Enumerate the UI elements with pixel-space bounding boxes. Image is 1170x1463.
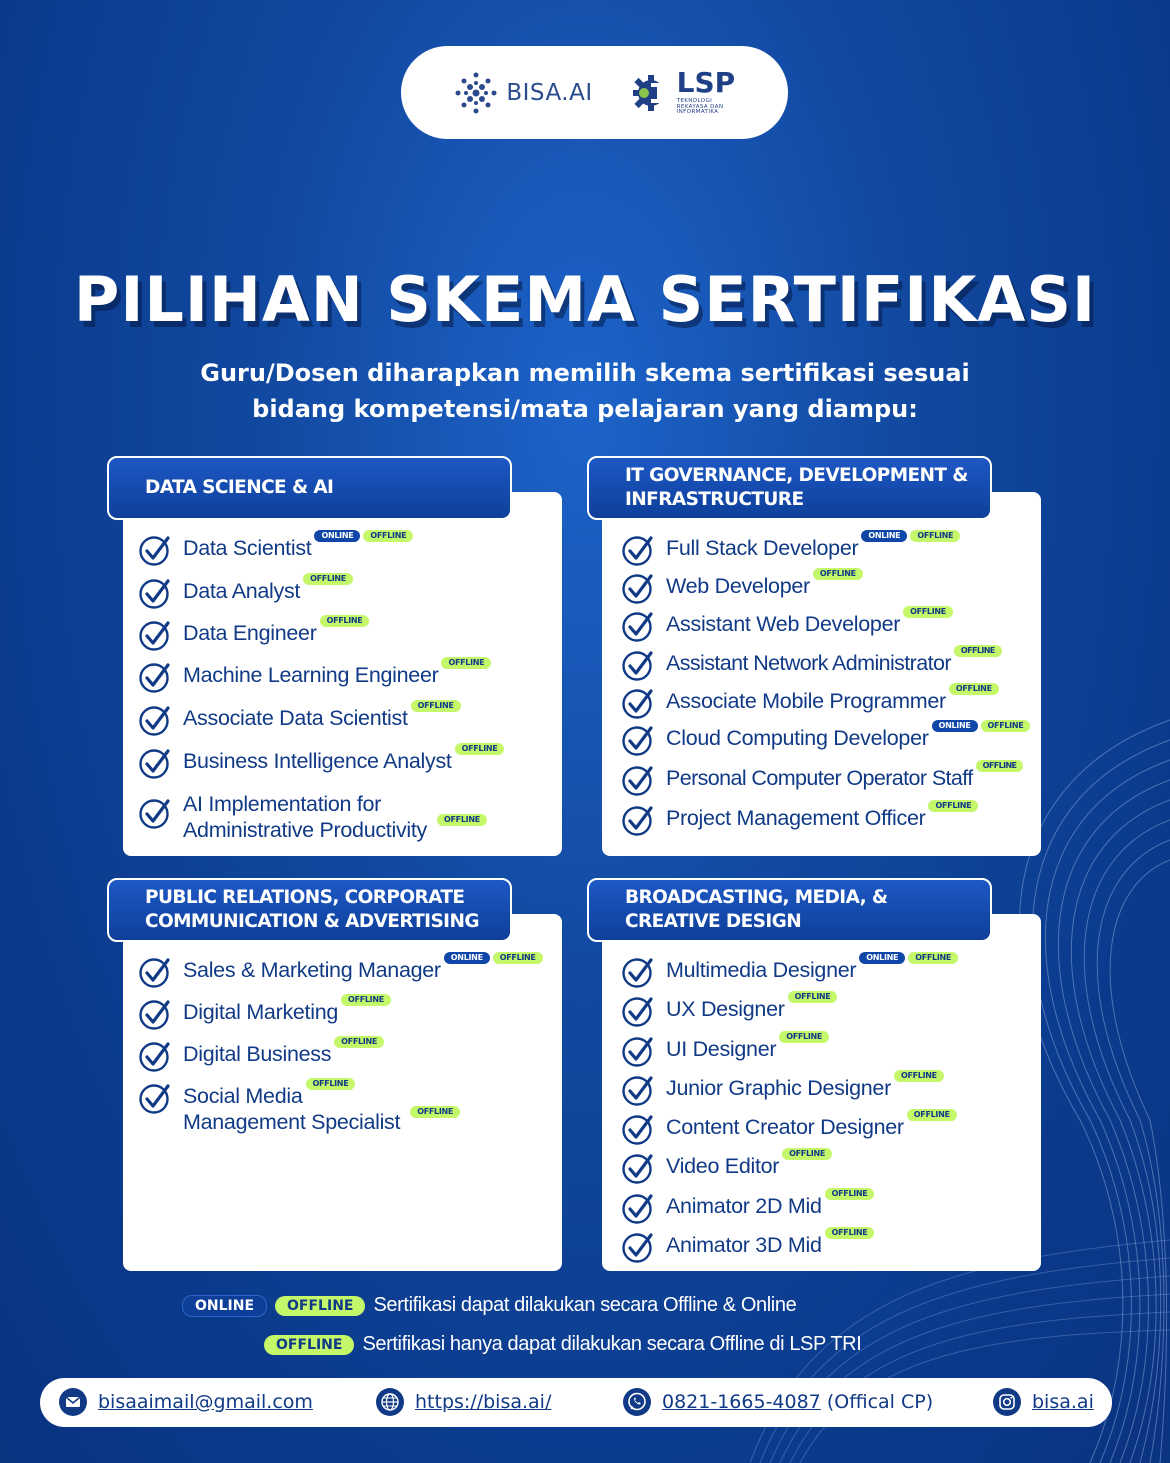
legend-online-tag: ONLINE <box>182 1295 267 1317</box>
item-label: AI Implementation for <box>183 792 382 816</box>
offline-tag: OFFLINE <box>441 657 491 669</box>
check-icon <box>621 609 655 643</box>
offline-tag: OFFLINE <box>306 1078 356 1090</box>
offline-tag: OFFLINE <box>910 530 960 542</box>
card-data-science-list <box>138 531 558 845</box>
item-label: Associate Mobile Programmer <box>666 689 946 713</box>
item-label: Data Engineer <box>183 621 317 645</box>
offline-tag: OFFLINE <box>928 800 978 812</box>
item-label: Data Analyst <box>183 579 301 603</box>
item-label: Video Editor <box>666 1154 780 1178</box>
list-item <box>621 801 1041 845</box>
check-icon <box>621 1112 655 1146</box>
offline-tag: OFFLINE <box>976 760 1024 772</box>
legend-online-offline-text: Sertifikasi dapat dilakukan secara Offline & Online <box>373 1294 797 1316</box>
online-tag: ONLINE <box>932 720 978 732</box>
legend-offline-only <box>264 1333 861 1356</box>
offline-tag: OFFLINE <box>493 952 543 964</box>
item-label: Digital Marketing <box>183 1000 339 1024</box>
list-item <box>621 761 1041 805</box>
category-title-line2: INFRASTRUCTURE <box>625 489 804 510</box>
offline-tag: OFFLINE <box>825 1227 875 1239</box>
offline-tag: OFFLINE <box>908 952 958 964</box>
list-item <box>621 992 1041 1036</box>
category-title-line1: IT GOVERNANCE, DEVELOPMENT & <box>625 465 968 486</box>
footer-website[interactable] <box>375 1387 551 1417</box>
footer-email[interactable] <box>58 1387 313 1417</box>
page-title: PILIHAN SKEMA SERTIFIKASI <box>73 263 1097 336</box>
whatsapp-icon <box>622 1387 652 1417</box>
item-label: Assistant Web Developer <box>666 612 901 636</box>
item-label: Multimedia Designer <box>666 958 857 982</box>
item-label: Project Management Officer <box>666 806 926 830</box>
legend-offline-only-text: Sertifikasi hanya dapat dilakukan secara Offline di LSP TRI <box>362 1333 862 1355</box>
list-item <box>138 1079 562 1137</box>
list-item <box>621 1149 1041 1193</box>
list-item <box>621 569 1041 611</box>
check-icon <box>138 997 172 1031</box>
offline-tag: OFFLINE <box>813 568 863 580</box>
legend-online-offline <box>182 1294 796 1317</box>
page-subtitle <box>0 355 1170 427</box>
check-icon <box>138 796 172 830</box>
list-item <box>621 1071 1041 1114</box>
lsp-gear-icon <box>631 73 671 113</box>
check-icon <box>621 1034 655 1068</box>
bisa-ai-logo-text: BISA.AI <box>506 79 593 106</box>
check-icon <box>138 1081 172 1115</box>
offline-tag: OFFLINE <box>411 700 461 712</box>
check-icon <box>621 571 655 605</box>
item-label: Associate Data Scientist <box>183 706 408 730</box>
list-item <box>138 791 558 845</box>
check-icon <box>621 723 655 757</box>
item-label: Junior Graphic Designer <box>666 1076 891 1100</box>
category-title-line1: BROADCASTING, MEDIA, & <box>625 887 888 908</box>
offline-tag: OFFLINE <box>903 606 953 618</box>
list-item <box>621 721 1041 765</box>
offline-tag: OFFLINE <box>303 573 353 585</box>
card-broadcasting-header <box>587 878 992 942</box>
check-icon <box>621 1073 655 1107</box>
item-label: Social Media <box>183 1084 303 1108</box>
list-item <box>138 744 558 791</box>
contact-footer <box>40 1378 1112 1427</box>
list-item <box>621 1032 1041 1075</box>
card-it-governance-list <box>621 531 1041 845</box>
instagram-icon <box>992 1387 1022 1417</box>
offline-tag: OFFLINE <box>788 991 838 1003</box>
list-item <box>138 701 558 748</box>
bisa-ai-logo-icon <box>452 69 500 117</box>
subtitle-line-2: bidang kompetensi/mata pelajaran yang diampu: <box>252 395 918 423</box>
card-public-relations-list <box>138 953 562 1137</box>
check-icon <box>138 576 172 610</box>
category-title-line1: PUBLIC RELATIONS, CORPORATE <box>145 887 465 908</box>
offline-tag: OFFLINE <box>320 615 370 627</box>
lsp-logo-subtext: TEKNOLOGI REKAYASA DAN INFORMATIKA <box>676 98 724 116</box>
check-icon <box>621 686 655 720</box>
legend-offline-tag: OFFLINE <box>264 1335 354 1355</box>
item-label: UX Designer <box>666 997 785 1021</box>
item-label: Animator 3D Mid <box>666 1233 822 1257</box>
item-label: Assistant Network Administrator <box>666 651 951 675</box>
item-label: Content Creator Designer <box>666 1115 904 1139</box>
logo-bar <box>401 46 788 139</box>
check-icon <box>621 1151 655 1185</box>
offline-tag: OFFLINE <box>894 1070 944 1082</box>
offline-tag: OFFLINE <box>954 645 1002 657</box>
phone-note: (Offical CP) <box>826 1391 934 1413</box>
subtitle-line-1: Guru/Dosen diharapkan memilih skema sertifikasi sesuai <box>200 359 970 387</box>
check-icon <box>138 660 172 694</box>
check-icon <box>621 955 655 989</box>
offline-tag: OFFLINE <box>363 530 413 542</box>
offline-tag: OFFLINE <box>341 994 391 1006</box>
check-icon <box>621 1230 655 1264</box>
check-icon <box>621 1191 655 1225</box>
check-icon <box>621 533 655 567</box>
list-item <box>138 531 558 578</box>
item-label: Web Developer <box>666 574 810 598</box>
offline-tag: OFFLINE <box>825 1188 875 1200</box>
item-label-line2: Administrative Productivity <box>183 818 428 842</box>
online-tag: ONLINE <box>314 530 360 542</box>
offline-tag: OFFLINE <box>907 1109 957 1121</box>
item-label: Full Stack Developer <box>666 536 859 560</box>
list-item <box>138 616 558 662</box>
item-label: Animator 2D Mid <box>666 1194 822 1218</box>
online-tag: ONLINE <box>861 530 907 542</box>
legend-offline-tag: OFFLINE <box>275 1296 365 1316</box>
card-data-science-header <box>107 456 512 520</box>
instagram-link[interactable]: bisa.ai <box>1032 1391 1094 1413</box>
check-icon <box>138 955 172 989</box>
item-label: Personal Computer Operator Staff <box>666 766 973 790</box>
website-link[interactable]: https://bisa.ai/ <box>415 1391 552 1413</box>
list-item <box>621 1228 1041 1272</box>
card-broadcasting-list <box>621 953 1041 1272</box>
list-item <box>138 953 562 999</box>
phone-link[interactable]: 0821-1665-4087 <box>662 1391 821 1413</box>
offline-tag: OFFLINE <box>782 1148 832 1160</box>
card-it-governance-header <box>587 456 992 520</box>
item-label: Data Scientist <box>183 536 312 560</box>
lsp-logo-text: LSP <box>676 66 736 100</box>
check-icon <box>621 648 655 682</box>
check-icon <box>138 703 172 737</box>
category-title-line2: COMMUNICATION & ADVERTISING <box>145 911 479 932</box>
item-label: Cloud Computing Developer <box>666 726 929 750</box>
offline-tag: OFFLINE <box>779 1031 829 1043</box>
offline-tag: OFFLINE <box>334 1036 384 1048</box>
category-title-line2: CREATIVE DESIGN <box>625 911 802 932</box>
list-item <box>621 1110 1041 1153</box>
check-icon <box>138 746 172 780</box>
list-item <box>138 1037 562 1083</box>
offline-tag: OFFLINE <box>455 743 505 755</box>
offline-tag: OFFLINE <box>981 720 1031 732</box>
bisa-ai-logo <box>452 69 592 117</box>
check-icon <box>621 803 655 837</box>
check-icon <box>138 1039 172 1073</box>
category-title: DATA SCIENCE & AI <box>145 477 334 498</box>
online-tag: ONLINE <box>444 952 490 964</box>
globe-icon <box>375 1387 405 1417</box>
item-label: Machine Learning Engineer <box>183 663 439 687</box>
card-public-relations-header <box>107 878 512 942</box>
offline-tag: OFFLINE <box>410 1106 460 1118</box>
item-label: Sales & Marketing Manager <box>183 958 441 982</box>
offline-tag: OFFLINE <box>949 683 999 695</box>
item-label: Business Intelligence Analyst <box>183 749 452 773</box>
check-icon <box>138 618 172 652</box>
offline-tag: OFFLINE <box>437 814 487 826</box>
footer-phone[interactable] <box>622 1387 933 1417</box>
list-item <box>621 684 1041 725</box>
check-icon <box>621 994 655 1028</box>
item-label: UI Designer <box>666 1037 777 1061</box>
list-item <box>138 995 562 1041</box>
item-label: Digital Business <box>183 1042 332 1066</box>
check-icon <box>138 533 172 567</box>
online-tag: ONLINE <box>859 952 905 964</box>
footer-instagram[interactable] <box>992 1387 1094 1417</box>
lsp-logo <box>631 66 737 116</box>
mail-icon <box>58 1387 88 1417</box>
list-item <box>138 658 558 705</box>
list-item <box>138 574 558 620</box>
check-icon <box>621 763 655 797</box>
email-link[interactable]: bisaaimail@gmail.com <box>98 1391 313 1413</box>
item-label-line2: Management Specialist <box>183 1110 401 1134</box>
